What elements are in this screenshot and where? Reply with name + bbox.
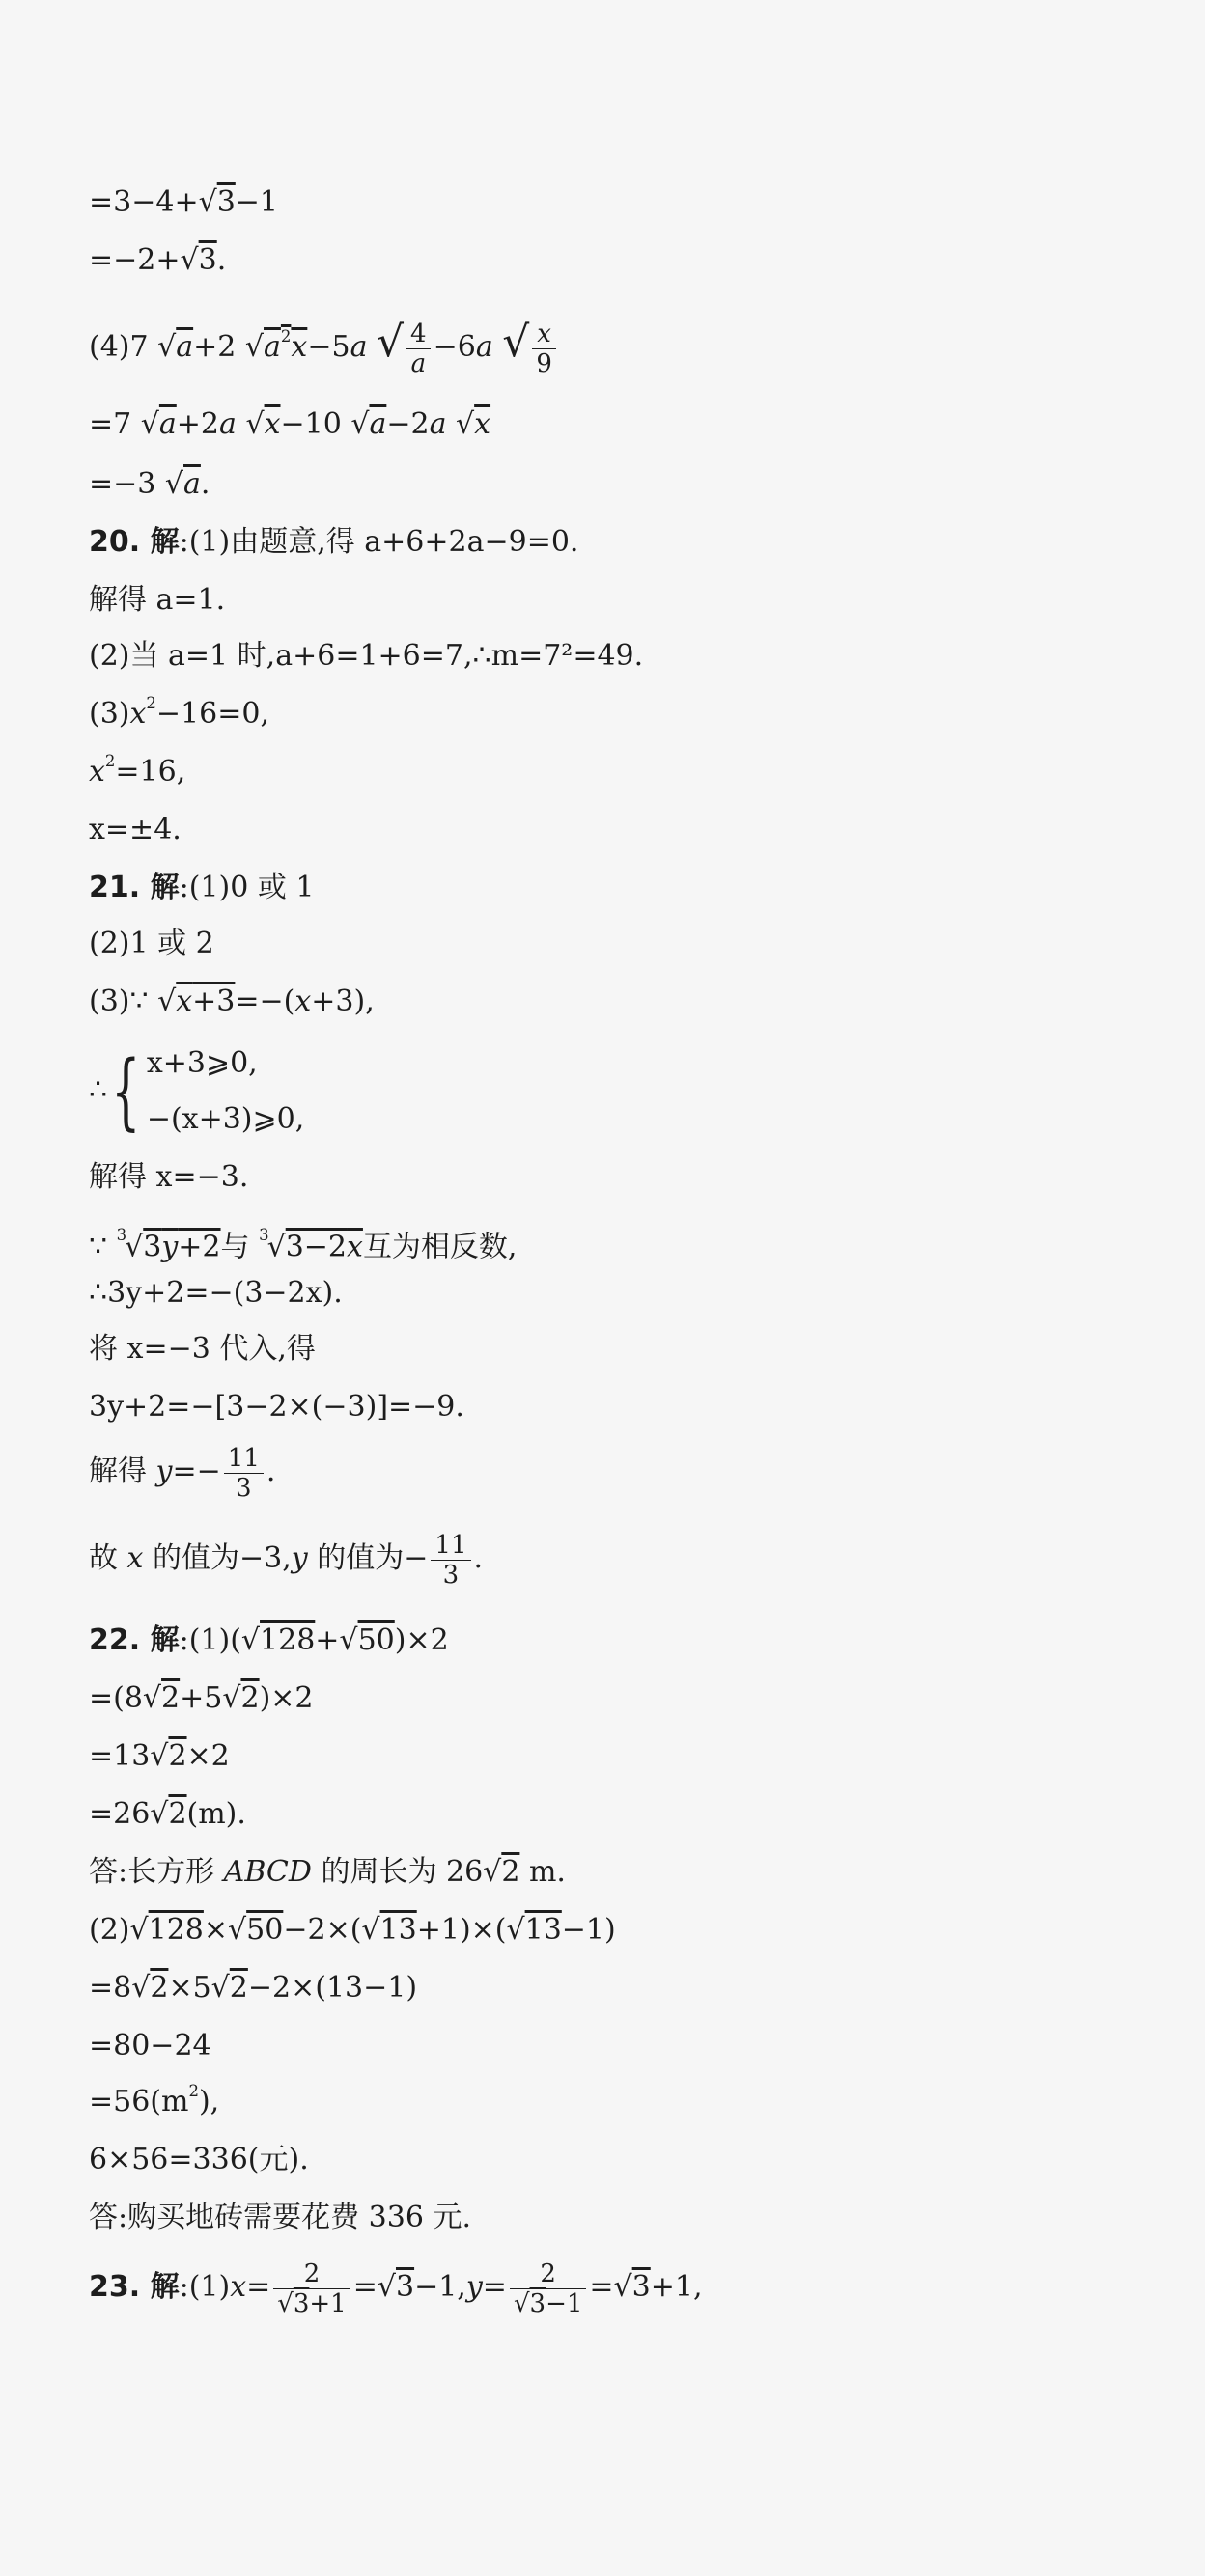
solution-text: (2)当 a=1 时,a+6=1+6=7,∴m=7²=49.	[89, 639, 644, 673]
equation-line: =26√2(m).	[89, 1797, 246, 1831]
question-number: 22. 解	[89, 1623, 180, 1657]
solution-text: 解得 a=1.	[89, 583, 226, 617]
question-22: 22. 解:(1)(√128+√50)×2	[89, 1623, 449, 1657]
equation-line: ∵ $^3$√3y+2与 $^3$√3−2x互为相反数,	[89, 1226, 518, 1264]
question-number: 23. 解	[89, 2270, 180, 2304]
question-20	[89, 523, 578, 562]
equation-line: =−3 √a.	[89, 467, 210, 501]
solution-text: x=±4.	[89, 813, 182, 846]
equation-line: =−2+√3.	[89, 243, 227, 277]
equation-line: 答:长方形 ABCD 的周长为 26√2 m.	[89, 1855, 566, 1889]
equation-line: $=56(m^2)$,	[89, 2082, 220, 2119]
system-row: −(x+3)⩾0,	[146, 1102, 305, 1136]
solution-text: :(1)由题意,得 a+6+2a−9=0.	[179, 525, 579, 559]
solution-text: ∴3y+2=−(3−2x).	[89, 1276, 343, 1310]
equation-line: (3)∵ √x+3=−(x+3),	[89, 984, 375, 1018]
equation-line: 解得 y=− $\frac{11}{3}$ .	[89, 1443, 276, 1503]
solution-text: 将 x=−3 代入,得	[89, 1332, 316, 1366]
solution-text: 6×56=336(元).	[89, 2143, 309, 2176]
solution-text: :(1)0 或 1	[179, 871, 315, 904]
equation-line: 故 x 的值为−3,y 的值为− $\frac{11}{3}$ .	[89, 1530, 484, 1590]
inequality-system: ∴{ x+3⩾0, −(x+3)⩾0,	[89, 1033, 304, 1149]
equation-line: =13√2×2	[89, 1739, 230, 1773]
equation-line: =3−4+√3−1	[89, 185, 279, 219]
solution-text: (2)1 或 2	[89, 927, 214, 960]
question-number: 20. 解	[89, 525, 180, 559]
solution-text: 答:购买地砖需要花费 336 元.	[89, 2201, 471, 2234]
equation-line: $x^2=16$,	[89, 752, 186, 789]
equation-line: (2)√128×√50−2×(√13+1)×(√13−1)	[89, 1913, 616, 1947]
system-row: x+3⩾0,	[146, 1046, 258, 1080]
solution-text: 解得 x=−3.	[89, 1160, 249, 1194]
equation-line: =(8√2+5√2)×2	[89, 1681, 314, 1715]
question-21	[89, 869, 314, 907]
question-23: 23. 解:(1)x= $\frac{2}{√3+1}$ =√3−1,y= $\frac{2}{√3-1}$ =√3+1,	[89, 2258, 703, 2318]
equation-line-4: (4)7 √a+2 $√a^2x-5a$ √ $\frac{4}{a}$ −6a √ $\frac{x}{9}$	[89, 309, 559, 381]
solution-text: 3y+2=−[3−2×(−3)]=−9.	[89, 1390, 464, 1424]
equation-line: $(3)x^2-16=0$,	[89, 694, 269, 731]
equation-line: =7 √a+2a √x−10 √a−2a √x	[89, 407, 491, 441]
solution-text: =80−24	[89, 2029, 211, 2063]
equation-line: =8√2×5√2−2×(13−1)	[89, 1971, 418, 2005]
question-number: 21. 解	[89, 871, 180, 904]
